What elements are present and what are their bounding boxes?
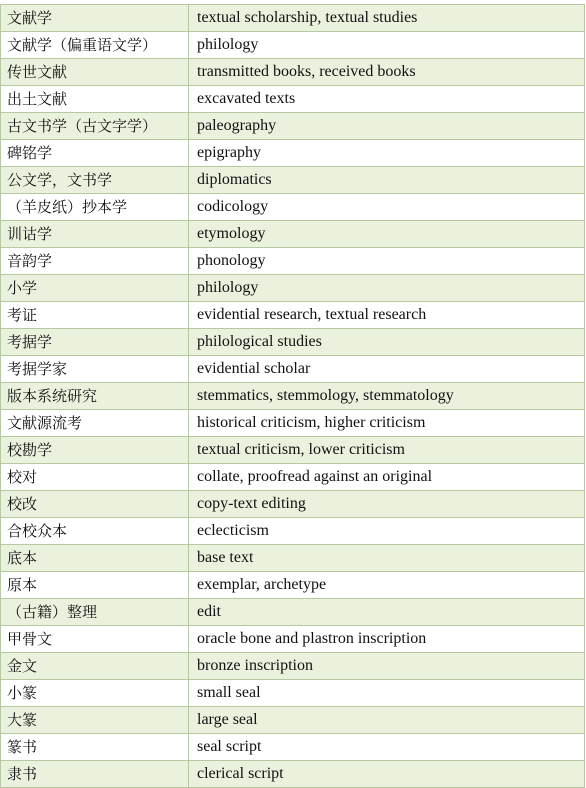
glossary-table <box>0 4 585 788</box>
table-row <box>1 437 585 464</box>
chinese-term-cell: 校勘学 <box>1 437 189 464</box>
english-term-cell: phonology <box>189 248 585 275</box>
chinese-term-cell: 考证 <box>1 302 189 329</box>
table-row <box>1 221 585 248</box>
table-row <box>1 59 585 86</box>
table-row <box>1 383 585 410</box>
english-term-cell: collate, proofread against an original <box>189 464 585 491</box>
table-row <box>1 518 585 545</box>
glossary-table-body <box>1 5 585 788</box>
english-term-cell: oracle bone and plastron inscription <box>189 626 585 653</box>
english-term-cell: bronze inscription <box>189 653 585 680</box>
chinese-term-cell: 公文学，文书学 <box>1 167 189 194</box>
english-term-cell: exemplar, archetype <box>189 572 585 599</box>
chinese-term-cell: 文献学 <box>1 5 189 32</box>
english-term-cell: codicology <box>189 194 585 221</box>
english-term-cell: historical criticism, higher criticism <box>189 410 585 437</box>
table-row <box>1 248 585 275</box>
english-term-cell: transmitted books, received books <box>189 59 585 86</box>
english-term-cell: epigraphy <box>189 140 585 167</box>
english-term-cell: philology <box>189 275 585 302</box>
chinese-term-cell: 底本 <box>1 545 189 572</box>
chinese-term-cell: 小学 <box>1 275 189 302</box>
table-row <box>1 329 585 356</box>
table-row <box>1 626 585 653</box>
chinese-term-cell: 考据学 <box>1 329 189 356</box>
english-term-cell: edit <box>189 599 585 626</box>
table-row <box>1 275 585 302</box>
chinese-term-cell: 文献源流考 <box>1 410 189 437</box>
table-row <box>1 5 585 32</box>
table-row <box>1 32 585 59</box>
english-term-cell: textual criticism, lower criticism <box>189 437 585 464</box>
table-row <box>1 302 585 329</box>
chinese-term-cell: 考据学家 <box>1 356 189 383</box>
chinese-term-cell: 原本 <box>1 572 189 599</box>
chinese-term-cell: 碑铭学 <box>1 140 189 167</box>
chinese-term-cell: 出土文献 <box>1 86 189 113</box>
chinese-term-cell: 音韵学 <box>1 248 189 275</box>
table-row <box>1 410 585 437</box>
chinese-term-cell: 隶书 <box>1 761 189 788</box>
english-term-cell: evidential research, textual research <box>189 302 585 329</box>
table-row <box>1 761 585 788</box>
table-row <box>1 86 585 113</box>
table-row <box>1 599 585 626</box>
chinese-term-cell: 甲骨文 <box>1 626 189 653</box>
chinese-term-cell: （羊皮纸）抄本学 <box>1 194 189 221</box>
english-term-cell: copy-text editing <box>189 491 585 518</box>
table-row <box>1 707 585 734</box>
chinese-term-cell: 金文 <box>1 653 189 680</box>
english-term-cell: philological studies <box>189 329 585 356</box>
table-row <box>1 680 585 707</box>
chinese-term-cell: 训诂学 <box>1 221 189 248</box>
english-term-cell: seal script <box>189 734 585 761</box>
english-term-cell: excavated texts <box>189 86 585 113</box>
table-row <box>1 140 585 167</box>
table-row <box>1 491 585 518</box>
english-term-cell: etymology <box>189 221 585 248</box>
english-term-cell: stemmatics, stemmology, stemmatology <box>189 383 585 410</box>
table-row <box>1 545 585 572</box>
chinese-term-cell: 传世文献 <box>1 59 189 86</box>
english-term-cell: base text <box>189 545 585 572</box>
table-row <box>1 113 585 140</box>
chinese-term-cell: （古籍）整理 <box>1 599 189 626</box>
table-row <box>1 572 585 599</box>
english-term-cell: paleography <box>189 113 585 140</box>
table-row <box>1 464 585 491</box>
table-row <box>1 653 585 680</box>
chinese-term-cell: 版本系统研究 <box>1 383 189 410</box>
table-row <box>1 194 585 221</box>
table-row <box>1 167 585 194</box>
table-row <box>1 734 585 761</box>
english-term-cell: philology <box>189 32 585 59</box>
english-term-cell: textual scholarship, textual studies <box>189 5 585 32</box>
chinese-term-cell: 文献学（偏重语文学） <box>1 32 189 59</box>
chinese-term-cell: 小篆 <box>1 680 189 707</box>
chinese-term-cell: 校对 <box>1 464 189 491</box>
english-term-cell: small seal <box>189 680 585 707</box>
english-term-cell: evidential scholar <box>189 356 585 383</box>
chinese-term-cell: 古文书学（古文字学） <box>1 113 189 140</box>
english-term-cell: eclecticism <box>189 518 585 545</box>
chinese-term-cell: 篆书 <box>1 734 189 761</box>
english-term-cell: diplomatics <box>189 167 585 194</box>
chinese-term-cell: 校改 <box>1 491 189 518</box>
english-term-cell: clerical script <box>189 761 585 788</box>
chinese-term-cell: 大篆 <box>1 707 189 734</box>
english-term-cell: large seal <box>189 707 585 734</box>
table-row <box>1 356 585 383</box>
chinese-term-cell: 合校众本 <box>1 518 189 545</box>
